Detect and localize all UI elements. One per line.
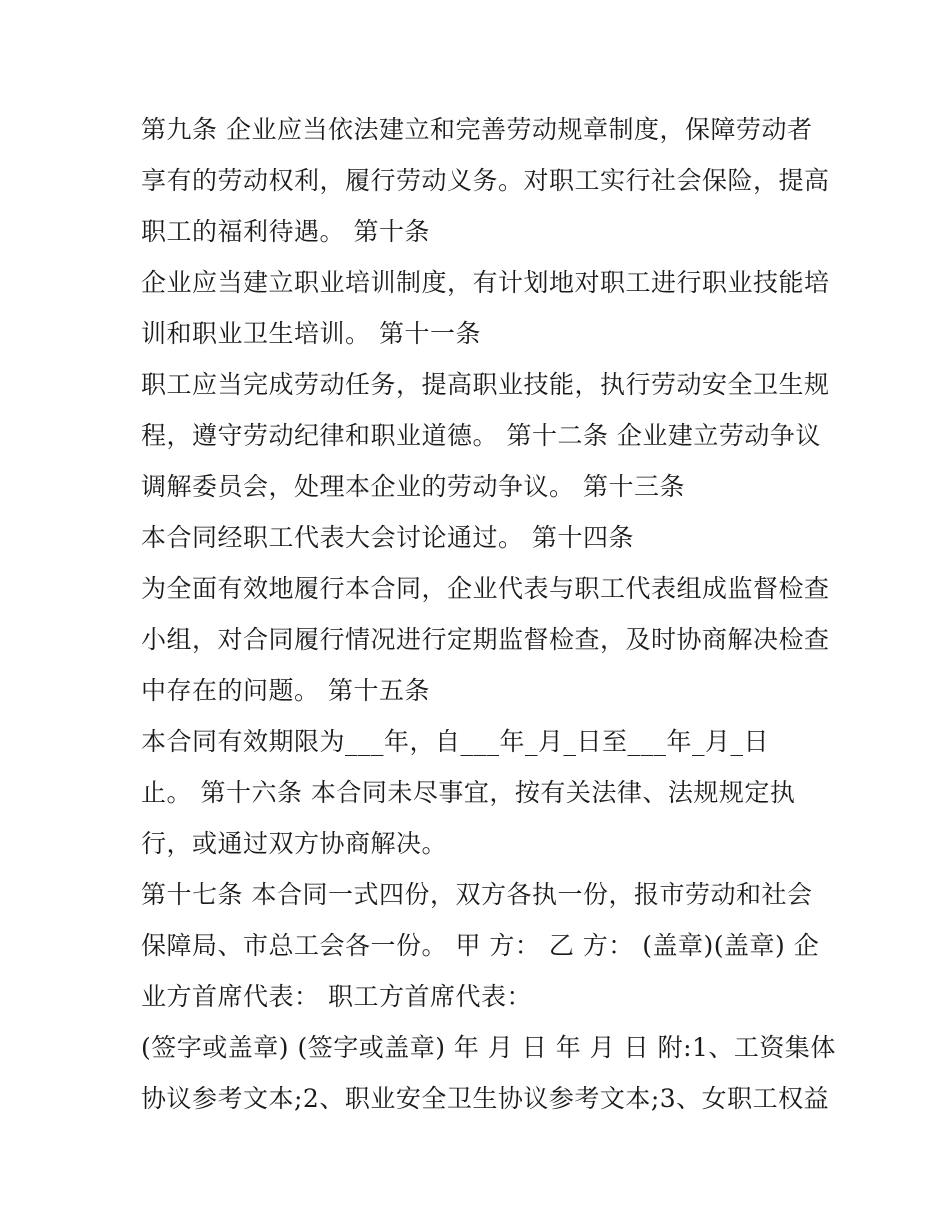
text-line: 训和职业卫生培训。 第十一条: [141, 319, 481, 348]
text-line: 职工应当完成劳动任务，提高职业技能，执行劳动安全卫生规: [141, 370, 830, 399]
text-line: (签字或盖章) (签字或盖章) 年 月 日 年 月 日 附:1、工资集体: [141, 1033, 836, 1062]
text-line: 程，遵守劳动纪律和职业道德。 第十二条 企业建立劳动争议: [141, 421, 821, 450]
text-line: 中存在的问题。 第十五条: [141, 676, 430, 705]
text-line: 业方首席代表： 职工方首席代表：: [141, 982, 532, 1011]
text-line: 第十七条 本合同一式四份，双方各执一份，报市劳动和社会: [141, 880, 813, 909]
text-line: 小组，对合同履行情况进行定期监督检查，及时协商解决检查: [141, 625, 830, 654]
text-line: 企业应当建立职业培训制度，有计划地对职工进行职业技能培: [141, 268, 830, 297]
text-line: 为全面有效地履行本合同，企业代表与职工代表组成监督检查: [141, 574, 830, 603]
text-line: 调解委员会，处理本企业的劳动争议。 第十三条: [141, 472, 685, 501]
text-line: 协议参考文本;2、职业安全卫生协议参考文本;3、女职工权益: [141, 1084, 830, 1113]
text-line: 享有的劳动权利，履行劳动义务。对职工实行社会保险，提高: [141, 166, 830, 195]
text-line: 止。 第十六条 本合同未尽事宜，按有关法律、法规规定执: [141, 778, 796, 807]
text-line: 本合同有效期限为___年，自___年_月_日至___年_月_日: [141, 727, 770, 756]
text-line: 职工的福利待遇。 第十条: [141, 217, 430, 246]
document-body: [141, 104, 836, 1124]
text-line: 行，或通过双方协商解决。: [141, 829, 448, 858]
text-line: 第九条 企业应当依法建立和完善劳动规章制度，保障劳动者: [141, 115, 813, 144]
text-line: 本合同经职工代表大会讨论通过。 第十四条: [141, 523, 634, 552]
text-line: 保障局、市总工会各一份。 甲 方： 乙 方： (盖章)(盖章) 企: [141, 931, 820, 960]
